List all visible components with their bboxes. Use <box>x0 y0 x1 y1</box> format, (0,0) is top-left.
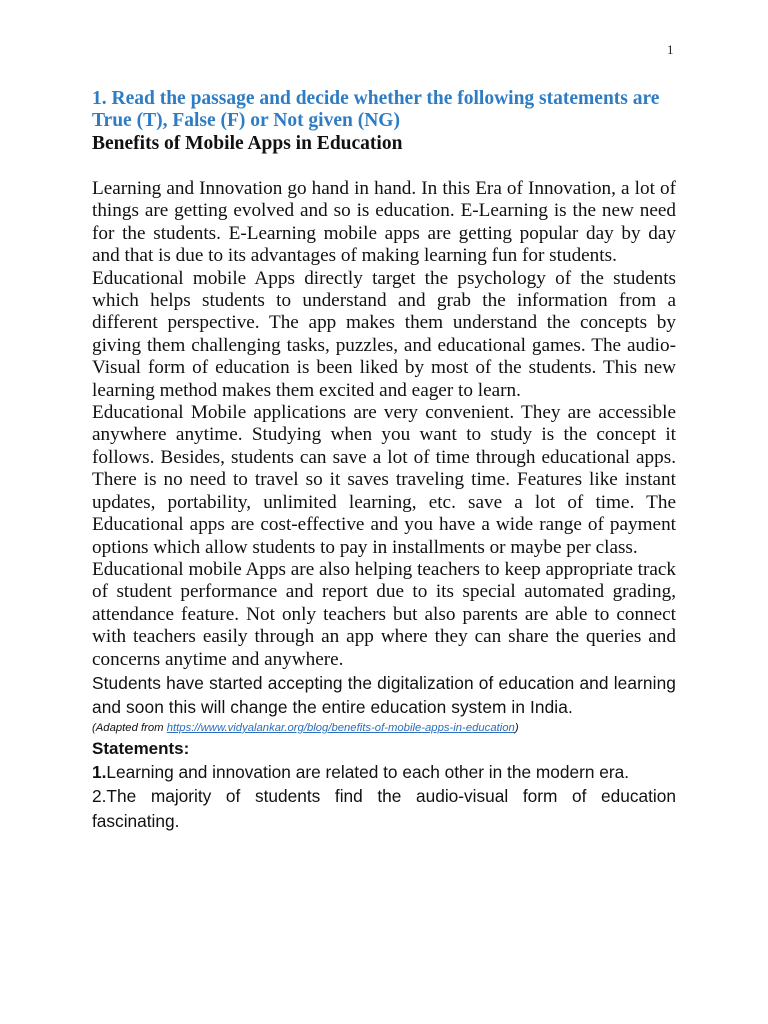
citation-prefix: (Adapted from <box>92 721 167 734</box>
statement-number: 1. <box>92 761 107 782</box>
statement-text: The majority of students find the audio-visual form of education fascinating. <box>92 786 676 831</box>
passage-paragraph-5: Students have started accepting the digitalization of education and learning and soon this will change the entire education system in India. <box>92 672 676 718</box>
citation-suffix: ) <box>514 721 519 734</box>
statement-item-1 <box>92 760 676 784</box>
source-link[interactable]: https://www.vidyalankar.org/blog/benefits-of-mobile-apps-in-education <box>166 721 515 734</box>
passage-paragraph-2: Educational mobile Apps directly target the psychology of the students which helps students to understand and grab the information from a different perspective. The app makes them understand the concepts by giving them challenging tasks, puzzles, and educational games. The audio-Visual form of education is been liked by most of the students. This new learning method makes them excited and eager to learn. <box>92 267 676 401</box>
source-citation <box>92 720 676 737</box>
page-number: 1 <box>667 42 674 57</box>
document-body <box>92 88 676 833</box>
exercise-instruction: 1. Read the passage and decide whether the following statements are True (T), False (F) or Not given (NG) <box>92 88 660 131</box>
passage-title: Benefits of Mobile Apps in Education <box>92 133 403 154</box>
passage-paragraph-3: Educational Mobile applications are very convenient. They are accessible anywhere anytime. Studying when you want to study is the concept it follows. Besides, students can save a lot of time through educational apps. There is no need to travel so it saves traveling time. Features like instant updates, portability, unlimited learning, etc. save a lot of time. The Educational apps are cost-effective and you have a wide range of payment options which allow students to pay in installments or maybe per class. <box>92 402 676 558</box>
statement-item-2 <box>92 784 676 833</box>
passage-paragraph-4: Educational mobile Apps are also helping teachers to keep appropriate track of student performance and report due to its special automated grading, attendance feature. Not only teachers but also parents are able to connect with teachers easily through an app where they can share the queries and concerns anytime and anywhere. <box>92 558 676 670</box>
statement-number: 2. <box>92 786 107 807</box>
statement-text: Learning and innovation are related to each other in the modern era. <box>106 761 630 782</box>
statements-heading: Statements: <box>92 738 190 758</box>
passage-paragraph-1: Learning and Innovation go hand in hand. In this Era of Innovation, a lot of things are getting evolved and so is education. E-Learning is the new need for the students. E-Learning mobile apps are getting popular day by day and that is due to its advantages of making learning fun for students. <box>92 178 676 267</box>
